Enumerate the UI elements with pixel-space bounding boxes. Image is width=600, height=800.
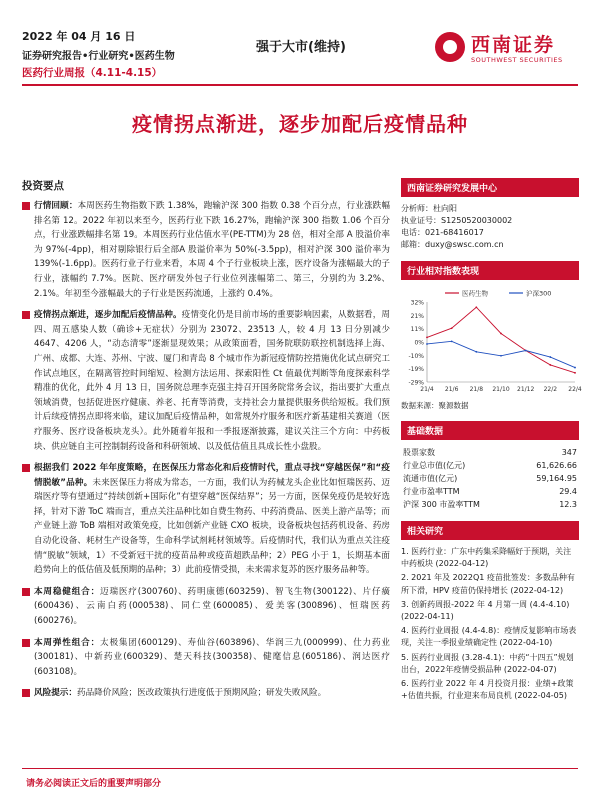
paragraph-body: 太极集团(600129)、寿仙谷(603896)、华润三九(000999)、仕力药业(300181)、中新药业(600329)、楚天科技(300358)、健麾信息(605186)、润达医疗(603108)。 — [34, 637, 390, 677]
chart-svg — [401, 286, 582, 398]
series-line-0 — [427, 307, 575, 373]
report-weekly: 医药行业周报（4.11-4.15） — [22, 67, 163, 79]
series-point-0 — [426, 337, 428, 339]
bullet-square-icon — [22, 464, 30, 472]
y-tick-label: 32% — [410, 299, 424, 307]
footer-disclaimer: 请务必阅读正文后的重要声明部分 — [26, 779, 162, 789]
summary-paragraph — [22, 636, 390, 680]
stat-value: 61,626.66 — [536, 461, 577, 470]
paragraph-text — [34, 461, 390, 578]
logo-text-cn: 西南证券 — [471, 34, 556, 56]
series-point-1 — [475, 351, 477, 353]
basic-data-table — [401, 446, 579, 511]
y-tick-label: -19% — [408, 366, 424, 374]
y-tick-label: -10% — [408, 352, 424, 360]
chart-source: 数据来源：聚源数据 — [401, 401, 469, 410]
paragraph-lead: 疫情拐点渐进，逐步加配后疫情品种。 — [34, 310, 182, 321]
bullet-square-icon — [22, 202, 30, 210]
x-tick-label: 21/4 — [420, 386, 434, 393]
paragraph-text — [34, 585, 390, 629]
summary-paragraph — [22, 199, 390, 301]
summary-paragraph — [22, 461, 390, 578]
x-tick-label: 21/10 — [492, 386, 510, 393]
y-tick-label: 11% — [410, 326, 424, 334]
report-category: 证券研究报告•行业研究•医药生物 — [22, 51, 175, 62]
stat-value: 347 — [561, 448, 577, 457]
company-logo — [435, 30, 585, 70]
paragraph-lead: 本周弹性组合： — [34, 637, 101, 648]
stat-value: 29.4 — [559, 487, 577, 496]
stat-label: 股票家数 — [403, 448, 435, 457]
series-point-1 — [549, 356, 551, 358]
list-item[interactable]: 4. 医药行业周报 (4.4-4.8)：疫情反复影响市场表现，关注一季报业绩确定性 (2022-04-10) — [401, 626, 577, 648]
list-item[interactable]: 6. 医药行业 2022 年 4 月投资月报：业绩+政策+估值共振，行业迎来布局良机 (2022-04-05) — [401, 679, 574, 701]
related-research-list — [401, 546, 579, 702]
y-tick-label: 0% — [414, 339, 424, 347]
x-tick-label: 21/8 — [469, 386, 484, 393]
analyst-email[interactable]: 邮箱：duxy@swsc.com.cn — [401, 240, 504, 249]
series-point-0 — [500, 333, 502, 335]
series-point-1 — [451, 340, 453, 342]
paragraph-text — [34, 308, 390, 454]
analyst-phone: 电话：021-68416017 — [401, 228, 484, 237]
relative-index-chart — [401, 286, 582, 398]
summary-paragraph — [22, 308, 390, 454]
list-item[interactable]: 5. 医药行业周报 (3.28-4.1)：中药“十四五”规划出台，2022年疫情受损品种 (2022-04-07) — [401, 652, 574, 674]
y-tick-label: 21% — [410, 312, 424, 320]
basic-data-heading: 基础数据 — [401, 421, 579, 440]
rating: 强于大市(维持) — [256, 40, 346, 55]
chart-heading: 行业相对指数表现 — [401, 261, 579, 280]
series-point-0 — [451, 327, 453, 329]
bullet-square-icon — [22, 689, 30, 697]
paragraph-lead: 风险提示： — [34, 688, 77, 699]
logo-mark-icon — [435, 32, 465, 62]
stat-label: 沪深 300 市盈率TTM — [403, 500, 480, 509]
list-item[interactable]: 2. 2021 年及 2022Q1 疫苗批签发：多数品种有所下滑，HPV 疫苗仍保持增长 (2022-04-12) — [401, 573, 575, 595]
paragraph-text — [34, 636, 390, 680]
legend-label-0: 医药生物 — [462, 289, 488, 298]
header-left — [22, 28, 262, 80]
stat-value: 12.3 — [559, 500, 577, 509]
footer-rule — [22, 768, 578, 769]
stat-label: 行业市盈率TTM — [403, 487, 460, 496]
series-point-1 — [525, 350, 527, 352]
series-point-0 — [574, 372, 576, 374]
table-row — [401, 446, 579, 459]
paragraph-lead: 本周稳健组合： — [34, 586, 101, 597]
summary-paragraphs — [22, 199, 390, 701]
series-point-1 — [574, 367, 576, 369]
x-tick-label: 22/2 — [543, 386, 558, 393]
paragraph-body: 本周医药生物指数下跌 1.38%，跑输沪深 300 指数 0.38 个百分点，行业涨跌幅排名第 12。2022 年初以来至今，医药行业下跌 16.27%，跑输沪深 300 指数 1.06 个百分点，行业涨跌幅排名第 19。本周医药行业估值水平(PE-TTM)为 28 倍，相对全部 A 股溢价率为 97%(-4pp)，相对剔除银行后全部A 股溢价率为 50%(-3.5pp)，相对沪深 300 溢价率为 139%(-1.6pp)。医药行业子行业来看，本周 4 个子行业板块上涨，医疗设备为涨幅最大的子行业，涨幅约 7.7%。医院、医疗研发外包子行业位列涨幅第二、第三，分别约为 3.2%、2.1%。年初至今涨幅最大的子行业是医药流通，上涨约 0.4%。 — [34, 201, 390, 299]
paragraph-body: 迈瑞医疗(300760)、药明康德(603259)、智飞生物(300122)、片仔癀(600436)、云南白药(000538)、同仁堂(600085)、爱美客(300896)、恒瑞医药(600276)。 — [34, 586, 390, 627]
header-rule — [22, 84, 578, 86]
series-point-1 — [500, 355, 502, 357]
stat-value: 59,164.95 — [536, 474, 577, 483]
y-tick-label: -29% — [408, 379, 424, 387]
paragraph-lead: 行情回顾： — [34, 201, 78, 211]
table-row — [401, 498, 579, 511]
related-heading: 相关研究 — [401, 521, 579, 540]
bullet-square-icon — [22, 311, 30, 319]
table-row — [401, 459, 579, 472]
series-point-1 — [426, 343, 428, 345]
analyst-info — [401, 203, 579, 251]
stat-label: 行业总市值(亿元) — [403, 461, 466, 470]
paragraph-body: 药品降价风险；医改政策执行进度低于预期风险；研发失败风险。 — [76, 688, 327, 699]
team-heading: 西南证券研究发展中心 — [401, 178, 579, 197]
summary-column — [22, 178, 390, 708]
legend-label-1: 沪深300 — [526, 289, 552, 298]
series-point-0 — [549, 364, 551, 366]
report-date: 2022 年 04 月 16 日 — [22, 30, 136, 43]
list-item[interactable]: 3. 创新药周报-2022 年 4 月第一周 (4.4-4.10) (2022-04-11) — [401, 599, 570, 622]
summary-heading: 投资要点 — [22, 180, 64, 192]
x-tick-label: 21/12 — [517, 386, 535, 393]
summary-paragraph — [22, 686, 390, 701]
x-tick-label: 21/6 — [444, 386, 459, 393]
stat-label: 流通市值(亿元) — [403, 474, 458, 483]
sidebar — [401, 178, 582, 704]
table-row — [401, 472, 579, 485]
x-tick-label: 22/4 — [568, 386, 582, 393]
summary-paragraph — [22, 585, 390, 629]
bullet-square-icon — [22, 639, 30, 647]
bullet-square-icon — [22, 588, 30, 596]
analyst-license: 执业证号：S1250520030002 — [401, 216, 513, 225]
series-line-1 — [427, 341, 575, 367]
paragraph-text — [34, 199, 390, 301]
series-point-0 — [475, 306, 477, 308]
report-title: 疫情拐点渐进，逐步加配后疫情品种 — [132, 112, 468, 136]
paragraph-text — [34, 686, 326, 701]
table-row — [401, 485, 579, 498]
analyst-name: 分析师：杜向阳 — [401, 204, 457, 213]
paragraph-lead: 根据我们 2022 年年度策略，在医保压力常态化和后疫情时代，重点寻找“穿越医保”和“疫情脱敏”品种。 — [34, 463, 390, 488]
logo-text-en: SOUTHWEST SECURITIES — [471, 56, 563, 64]
paragraph-body: 未来医保压力将成为常态，一方面，我们认为药械龙头企业比如恒瑞医药、迈瑞医疗等有望通过“持续创新+国际化”有望穿越“医保结界”；另一方面，医保免疫仍是较好选择，针对下游 ToC 端而言，重点关注品种比如自费生物药、中药消费品、医美上游产品等；而产业链上游 ToB 端相对政策免疫，比如创新产业链 CXO 板块，设备板块包括药机设备、药房自动化设备、耗材生产设备等，生命科学试剂耗材领域等。后疫情时代，我们认为重点关注疫情“脱敏”领域，1）不受新冠干扰的疫苗品种或疫苗超跌品种；2）PEG 小于 1，长期基本面趋势向上的低估值及低预期的品种；3）此前疫情受损，未来需求复苏的医疗服务品种等。 — [34, 477, 390, 576]
paragraph-body: 疫情变化仍是目前市场的重要影响因素，从数据看，周四、周五感染人数（确诊+无症状）分别为 23072、23513 人，较 4 月 13 日分别减少 4647、4206 人，“动态清零”逐渐显现效果；从政策面看，国务院联防联控机制选择上海、广州、成都、大连、苏州、宁波、厦门和青岛 8 个城市作为新冠疫情防控措施优化试点研究工作试点地区，在隔离管控时间缩短、检测方法运用、探索阳性 Ct 值最优判断等角度探索科学精准的优化，此外 4 月 13 日，国务院总理李克强主持召开国务院常务会议，指出要扩大重点领域消费，包括促进医疗健康、养老、托育等消费，支持社会力量提供服务供给短板。我们预计后续疫情拐点即将来临，建议加配后疫情品种，如常规外疗服务和医疗新基建相关赛道（医疗服务、医疗设备板块龙头）。此外随着年报和一季报逐渐披露，建议关注三个方向：中药板块、供应链自主可控制制药设备和科研领域、以及低估值且具成长性小盘股。 — [34, 310, 390, 452]
list-item[interactable]: 1. 医药行业：广东中药集采降幅好于预期，关注中药板块 (2022-04-12) — [401, 547, 572, 569]
